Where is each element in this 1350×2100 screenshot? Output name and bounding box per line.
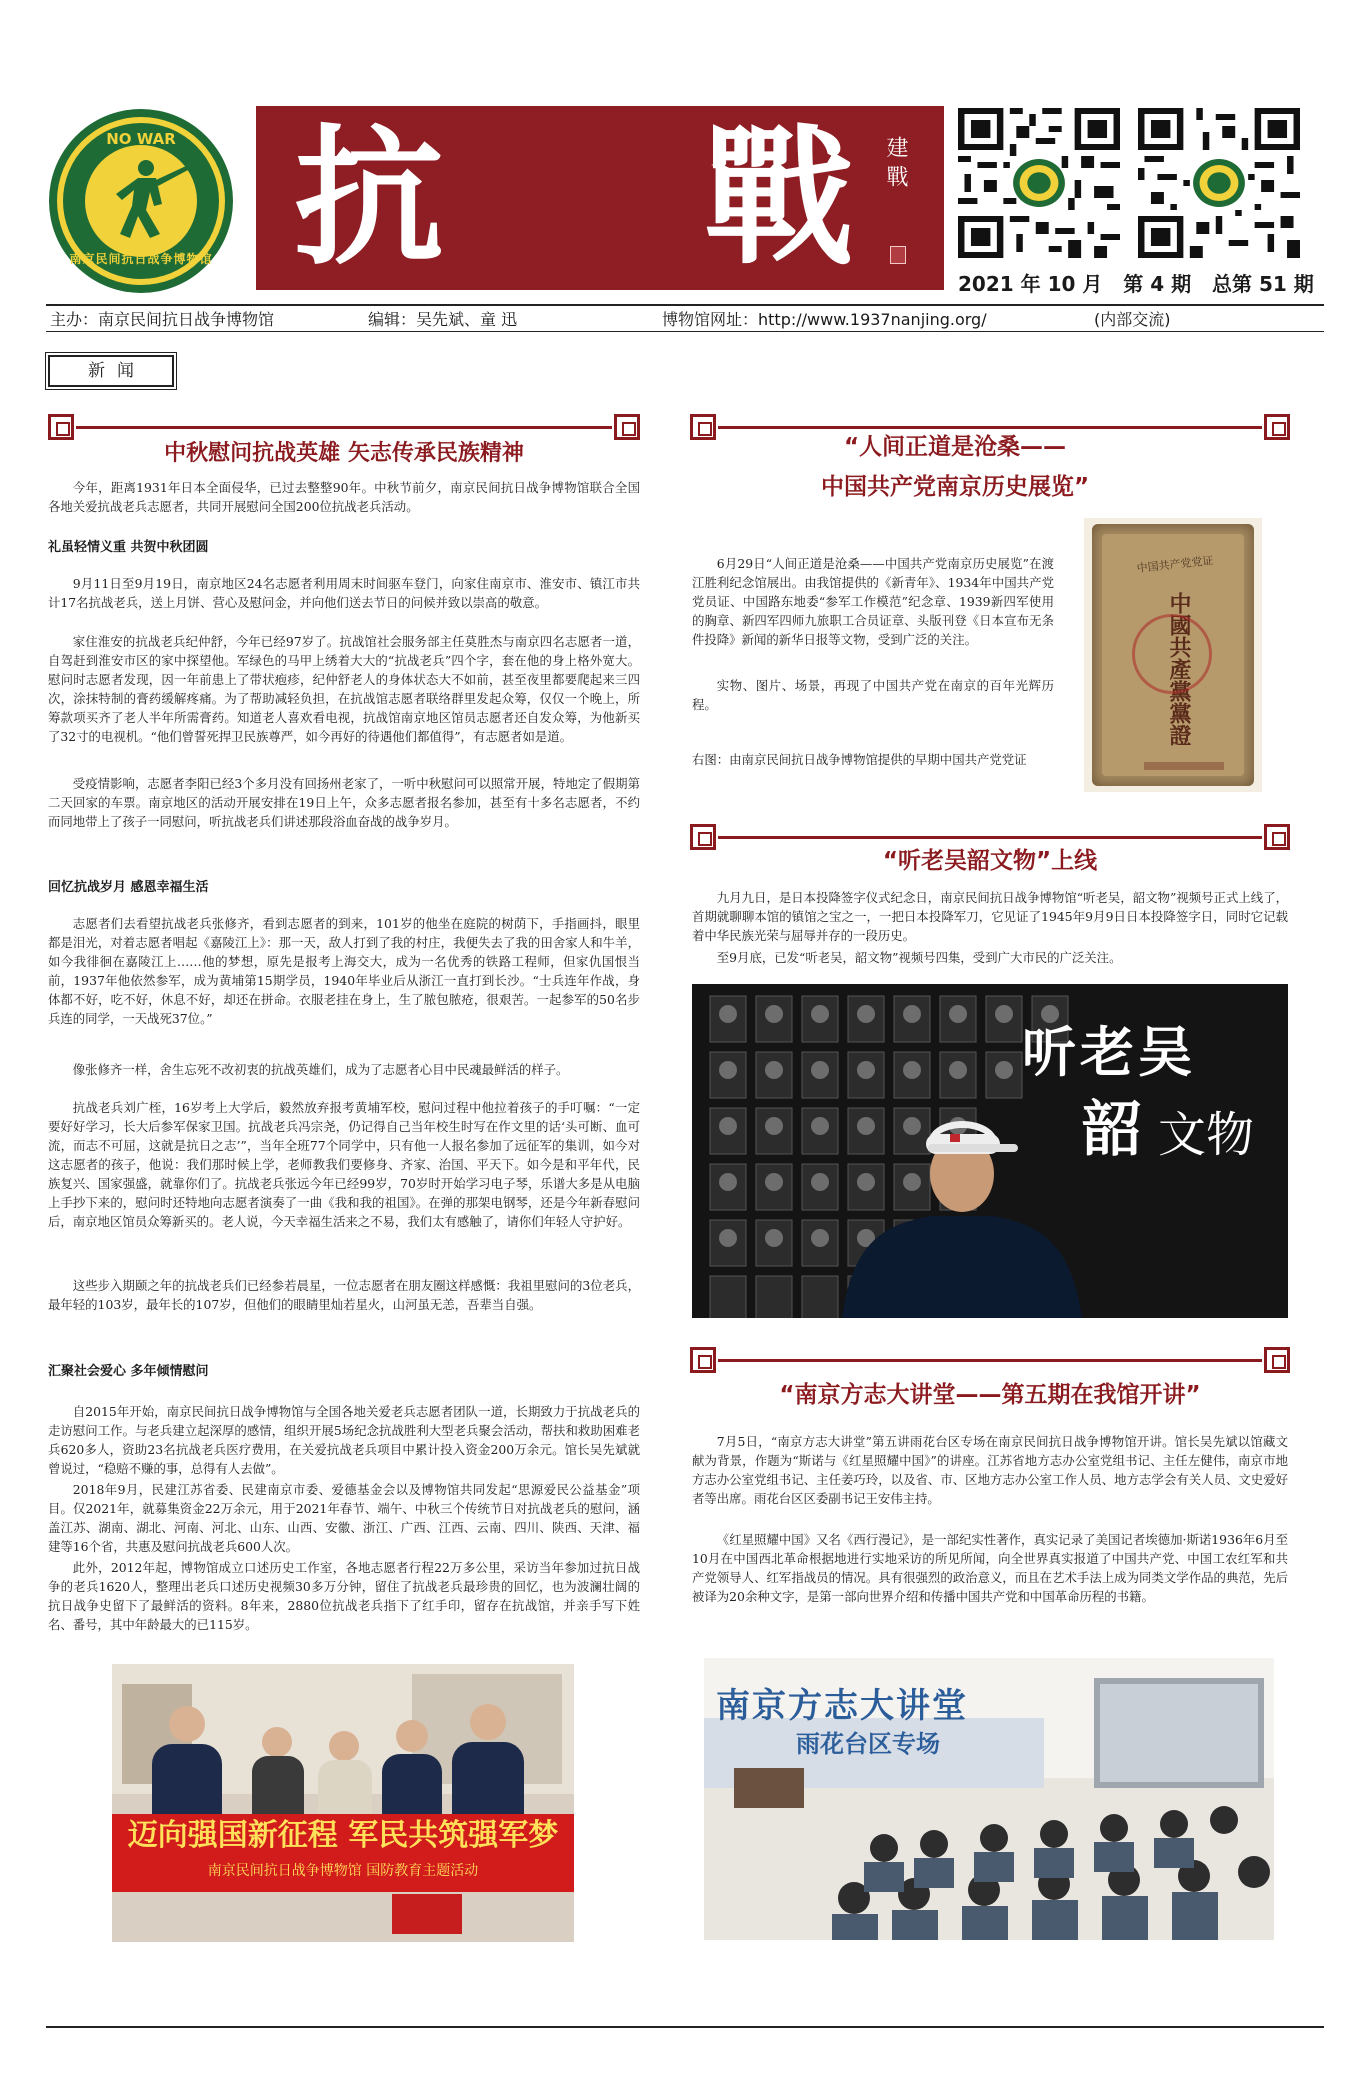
right-article-1-title-line-1: “人间正道是沧桑——	[843, 434, 1067, 460]
left-intro: 今年，距离1931年日本全面侵华，已过去整整90年。中秋节前夕，南京民间抗日战争博物馆联合全国各地关爱抗战老兵志愿者，共同开展慰问全国200位抗战老兵活动。	[48, 480, 640, 514]
right-article-1-paragraph-1: 6月29日“人间正道是沧桑——中国共产党南京历史展览”在渡江胜利纪念馆展出。由我馆提供的《新青年》、1934年中国共产党党员证、中国路东地委“参军工作模范”纪念章、1939新四军使用的胸章、新四军四师九旅职工合员证章、头版刊登《日本宣布无条件投降》新闻的新华日报等文物，受到广泛的关注。	[692, 556, 1054, 647]
issue-line: 2021 年 10 月 第 4 期 总第 51 期	[958, 272, 1314, 296]
editors-info: 编辑：吴先斌、童 迅	[368, 310, 518, 329]
subheading-3: 汇聚社会爱心 多年倾情慰问	[48, 1364, 209, 1379]
photo-banner-text-2: 南京民间抗日战争博物馆 国防教育主题活动	[207, 1863, 479, 1879]
website-link[interactable]: 博物馆网址：http://www.1937nanjing.org/	[662, 310, 987, 329]
qr-code-right[interactable]	[1138, 108, 1300, 258]
lecture-hall-photo	[704, 1658, 1274, 1940]
right-article-2-paragraph-1: 九月九日，是日本投降签字仪式纪念日，南京民间抗日战争博物馆“听老吴，韶文物”视频号正式上线了，首期就聊聊本馆的镇馆之宝之一，一把日本投降军刀，它见证了1945年9月9日日本投降签字日，同时它记载着中华民族光荣与屈辱并存的一段历史。	[692, 890, 1288, 943]
masthead	[0, 0, 1350, 300]
veterans-group-photo	[112, 1664, 574, 1942]
video-cover-title-line-2: 文物	[1158, 1107, 1255, 1163]
left-paragraph-7: 这些步入期颐之年的抗战老兵们已经参若晨星，一位志愿者在朋友圈这样感慨：我祖里慰问的3位老兵，最年轻的103岁，最年长的107岁，但他们的眼睛里灿若星火，山河虽无恙，吾辈当自强。	[48, 1278, 640, 1312]
qr-code-left[interactable]	[958, 108, 1120, 258]
left-article-title: 中秋慰问抗战英雄 矢志传承民族精神	[164, 441, 524, 466]
left-paragraph-1: 9月11日至9月19日，南京地区24名志愿者利用周末时间驱车登门，向家住南京市、淮安市、镇江市共计17名抗战老兵，送上月饼、营心及慰问金，并向他们送去节日的问候并致以崇高的敬意。	[48, 576, 640, 610]
right-article-3-paragraph-2: 《红星照耀中国》又名《西行漫记》，是一部纪实性著作，真实记录了美国记者埃德加·斯诺1936年6月至10月在中国西北革命根据地进行实地采访的所见所闻，向全世界真实报道了中国共产党、中国工农红军和共产党领导人、红军指战员的情况。具有很强烈的政治意义，而且在艺术手法上成为同类文学作品的典范，先后被译为20余种文字，是第一部向世界介绍和传播中国共产党和中国革命历程的书籍。	[692, 1532, 1288, 1604]
video-cover-title-line-1: 听老吴	[1022, 1020, 1196, 1084]
right-article-2-paragraph-2: 至9月底，已发“听老吴，韶文物”视频号四集，受到广大市民的广泛关注。	[716, 950, 1122, 965]
header-rule	[690, 1345, 1290, 1375]
calligraphy-signature: 建 戰	[883, 136, 908, 187]
seal-stamp	[890, 246, 906, 264]
left-paragraph-10: 此外，2012年起，博物馆成立口述历史工作室，各地志愿者行程22万多公里，采访当年参加过抗日战争的老兵1620人，整理出老兵口述历史视频30多万分钟，留住了抗战老兵最珍贵的回忆，也为波澜壮阔的抗日战争史留下了最鲜活的资料。8年来，2880位抗战老兵指下了红手印，留存在抗战馆，并亲手写下姓名、番号，其中年龄最大的已115岁。	[48, 1560, 640, 1632]
lecture-banner-title: 南京方志大讲堂	[716, 1686, 968, 1726]
subheading-2: 回忆抗战岁月 感恩幸福生活	[48, 880, 209, 895]
left-paragraph-5: 像张修齐一样，舍生忘死不改初衷的抗战英雄们，成为了志愿者心目中民魂最鲜活的样子。	[72, 1062, 569, 1077]
listen-old-wu-video-cover[interactable]	[692, 984, 1288, 1318]
right-article-3-paragraph-1: 7月5日，“南京方志大讲堂”第五讲雨花台区专场在南京民间抗日战争博物馆开讲。馆长吴先斌以馆藏文献为背景，作题为“斯诺与《红星照耀中国》”的讲座。江苏省地方志办公室党组书记、主任左健伟，南京市地方志办公室党组书记、主任姜巧玲，以及省、市、区地方志办公室工作人员、地方志学会有关人员、文史爱好者等出席。雨花台区区委副书记王安伟主持。	[692, 1434, 1288, 1506]
right-article-1-paragraph-2: 实物、图片、场景，再现了中国共产党在南京的百年光辉历程。	[692, 678, 1054, 712]
page-bottom-rule	[46, 2026, 1324, 2028]
left-paragraph-3: 受疫情影响，志愿者李阳已经3个多月没有回扬州老家了，一听中秋慰问可以照常开展，特地定了假期第二天回家的车票。南京地区的活动开展安排在19日上午，众多志愿者报名参加，甚至有十多名志愿者，不约而同地带上了孩子一同慰问，听抗战老兵们讲述那段浴血奋战的战争岁月。	[48, 776, 640, 829]
info-line	[46, 304, 1324, 332]
title-char-2: 戰	[703, 110, 854, 286]
right-article-3-title: “南京方志大讲堂——第五期在我馆开讲”	[779, 1382, 1201, 1408]
right-article-2-title: “听老吴韶文物”上线	[882, 848, 1098, 874]
party-card-photo	[1084, 518, 1262, 792]
title-char-1: 抗	[294, 110, 445, 286]
logo-text-top: NO WAR	[106, 130, 176, 148]
subheading-1: 礼虽轻情义重 共贺中秋团圆	[48, 540, 209, 555]
video-cover-title-char: 韶	[1082, 1095, 1142, 1165]
left-paragraph-9: 2018年9月，民建江苏省委、民建南京市委、爱德基金会以及博物馆共同发起“思源爱民公益基金”项目。仅2021年，就募集资金22万余元，用于2021年春节、端午、中秋三个传统节日对抗战老兵的慰问，涵盖江苏、湖南、湖北、河南、河北、山东、山西、安徽、浙江、广西、江西、云南、四川、陕西、天津、福建等16个省，共惠及慰问抗战老兵600人次。	[48, 1482, 640, 1554]
section-label: 新闻	[48, 355, 174, 387]
title-banner	[256, 106, 944, 290]
photo-banner-text-1: 迈向强国新征程 军民共筑强军梦	[127, 1818, 559, 1853]
party-card-number	[1144, 762, 1224, 770]
left-paragraph-2: 家住淮安的抗战老兵纪仲舒，今年已经97岁了。抗战馆社会服务部主任莫胜杰与南京四名志愿者一道，自驾赶到淮安市区的家中探望他。军绿色的马甲上绣着大大的“抗战老兵”四个字，套在他的身上格外宽大。慰问时志愿者发现，因一年前患上了带状疱疹，纪仲舒老人的身体状态大不如前，甚至夜里都要爬起来三四次，涂抹特制的膏药缓解疼痛。为了帮助减轻负担，在抗战馆志愿者联络群里发起众筹，仅仅一个晚上，所筹款项买齐了老人半年所需膏药。知道老人喜欢看电视，抗战馆南京地区馆员志愿者还自发众筹，为他新买了32寸的电视机。“他们曾誓死捍卫民族尊严，如今再好的待遇他们都值得”，有志愿者如是道。	[48, 634, 640, 744]
party-card-red-seal	[1132, 614, 1212, 694]
party-card-top-text: 中国共产党党证	[1136, 554, 1215, 575]
host-info: 主办：南京民间抗日战争博物馆	[50, 310, 275, 329]
left-paragraph-8: 自2015年开始，南京民间抗日战争博物馆与全国各地关爱老兵志愿者团队一道，长期致力于抗战老兵的走访慰问工作。与老兵建立起深厚的感情，组织开展5场纪念抗战胜利大型老兵聚会活动，帮扶和救助困难老兵620多人，资助23名抗战老兵医疗费用，在关爱抗战老兵项目中累计投入资金200万余元。馆长吴先斌就曾说过，“稳赔不赚的事，总得有人去做”。	[48, 1404, 640, 1476]
logo-text-ring: 南京民间抗日战争博物馆	[69, 252, 213, 266]
internal-note: (内部交流)	[1094, 310, 1171, 329]
left-paragraph-6: 抗战老兵刘广桎，16岁考上大学后，毅然放弃报考黄埔军校，慰问过程中他拉着孩子的手叮嘱：“一定要好好学习，长大后参军保家卫国。抗战老兵冯宗尧，仍记得自己当年校生时写在作文里的话‘头可断、血可流，而志不可屈，这就是抗日之志’”，当年全班77个同学中，只有他一人报名参加了远征军的集训，如今对这志愿者的孩子，他说：我们那时候上学，老师教我们要修身、齐家、治国、平天下。如今是和平年代，民族复兴、国家强盛，就靠你们了。抗战老兵张远今年已经99岁，70岁时开始学习电子琴，乐谱大多是从电脑上手抄下来的，慰问时还特地向志愿者演奏了一曲《我和我的祖国》。在弹的那架电钢琴，还是今年新春慰问后，南京地区馆员众筹新买的。老人说，今天幸福生活来之不易，我们太有感触了，请你们年轻人守护好。	[48, 1100, 640, 1229]
lecture-banner-subtitle: 雨花台区专场	[796, 1729, 940, 1758]
right-article-1-caption: 右图：由南京民间抗日战争博物馆提供的早期中国共产党党证	[692, 752, 1027, 767]
photo-scene	[112, 1664, 574, 1942]
left-paragraph-4: 志愿者们去看望抗战老兵张修齐，看到志愿者的到来，101岁的他坐在庭院的树荫下，手指画抖，眼里都是泪光，对着志愿者唱起《嘉陵江上》：那一天，敌人打到了我的村庄，我便失去了我的田舍家人和牛羊，如今我徘徊在嘉陵江上……他的梦想，原先是报考上海交大，成为一名优秀的铁路工程师，但家仇国恨当前，1937年他依然参军，成为黄埔第15期学员，1940年毕业后从浙江一直打到长沙。“士兵连年作战，身体都不好，吃不好，休息不好，却还在拼命。衣服老挂在身上，生了脓包脓疮，很艰苦。一起参军的50名步兵连的同学，一天战死37位。”	[48, 916, 640, 1026]
right-article-1-title-line-2: 中国共产党南京历史展览”	[820, 474, 1090, 500]
party-card-main-text: 中國共產黨黨證	[1166, 592, 1192, 746]
